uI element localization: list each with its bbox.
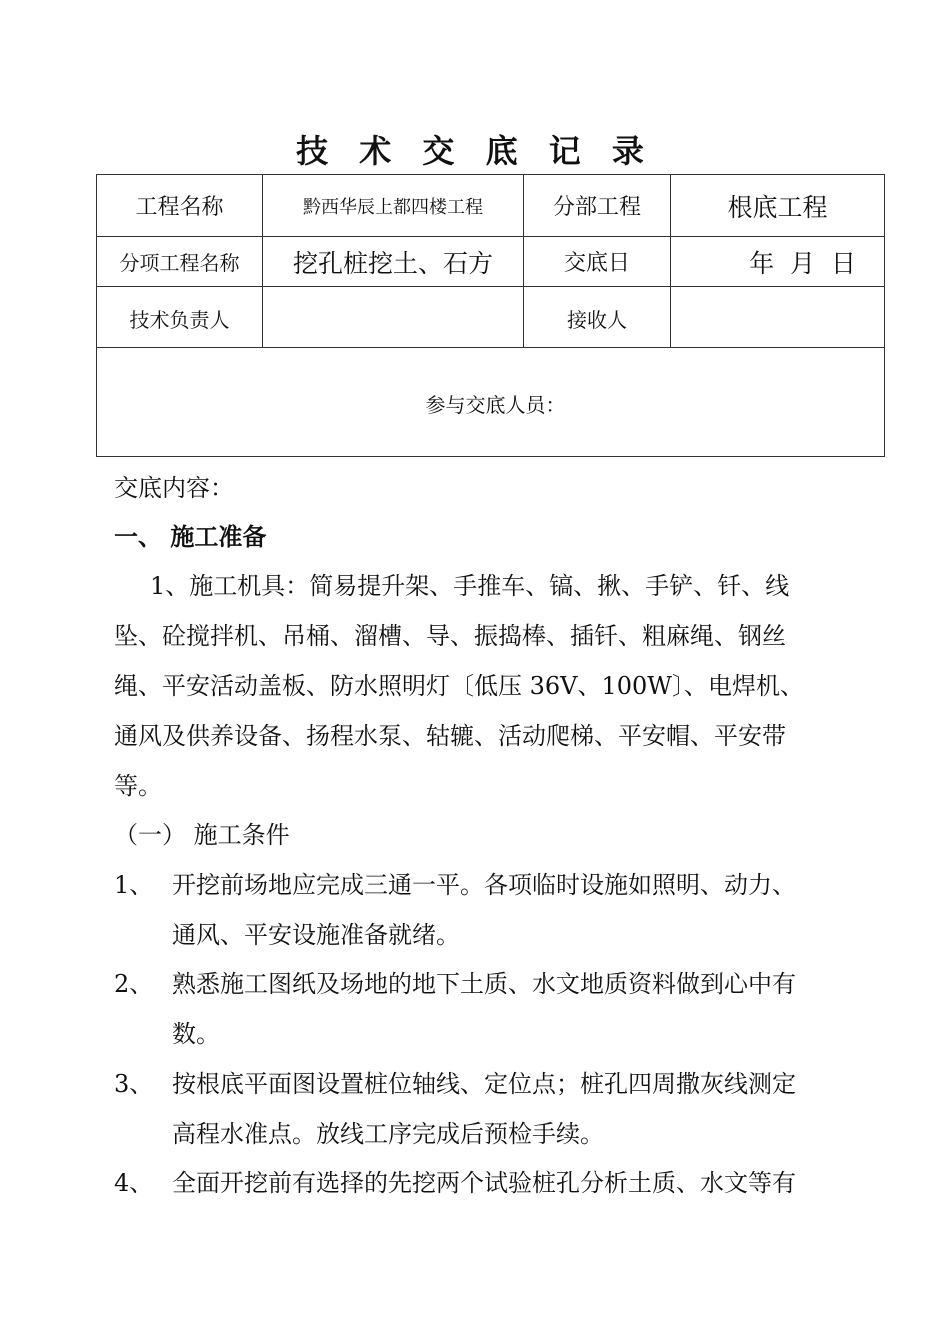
tools-line-5: 等。 [114,772,162,800]
tech-lead-label: 技术负责人 [97,287,263,348]
subitem-label: 分项工程名称 [97,237,263,287]
list-item-line: 通风、平安设施准备就绪。 [172,921,460,949]
list-item-line: 全面开挖前有选择的先挖两个试验桩孔分析土质、水文等有 [172,1169,796,1197]
list-item-line: 数。 [172,1020,220,1048]
list-item-line: 高程水准点。放线工序完成后预检手续。 [172,1120,604,1148]
list-item-line: 开挖前场地应完成三通一平。各项临时设施如照明、动力、 [172,871,796,899]
document-title: 技 术 交 底 记 录 [296,132,654,170]
list-item-number: 1、 [114,871,154,899]
section-heading-preparation: 一、 施工准备 [114,522,267,551]
date-value: 年 月 日 [671,237,885,287]
list-item-number: 3、 [114,1070,154,1098]
division-value: 根底工程 [671,175,885,237]
record-header-table [96,174,885,457]
subitem-value: 挖孔桩挖土、石方 [263,237,524,287]
list-item-line: 熟悉施工图纸及场地的地下土质、水文地质资料做到心中有 [172,970,796,998]
receiver-value [671,287,885,348]
tech-lead-value [263,287,524,348]
date-label: 交底日 [524,237,671,287]
tools-line-1: 1、施工机具：简易提升架、手推车、镐、揪、手铲、钎、线 [150,572,790,600]
receiver-label: 接收人 [524,287,671,348]
list-item-number: 2、 [114,970,154,998]
participants-cell: 参与交底人员： [97,348,885,457]
subsection-heading-conditions: （一） 施工条件 [114,821,290,849]
tools-line-4: 通风及供养设备、扬程水泵、轱辘、活动爬梯、平安帽、平安带 [114,722,786,750]
division-label: 分部工程 [524,175,671,237]
tools-line-3: 绳、平安活动盖板、防水照明灯〔低压 36V、100W〕、电焊机、 [114,672,804,700]
list-item-line: 按根底平面图设置桩位轴线、定位点；桩孔四周撒灰线测定 [172,1070,796,1098]
tools-line-2: 坠、砼搅拌机、吊桶、溜槽、导、振捣棒、插钎、粗麻绳、钢丝 [114,622,786,650]
list-item-number: 4、 [114,1169,154,1197]
project-name-label: 工程名称 [97,175,263,237]
content-heading: 交底内容： [114,474,234,502]
project-name-value: 黔西华辰上都四楼工程 [263,175,524,237]
